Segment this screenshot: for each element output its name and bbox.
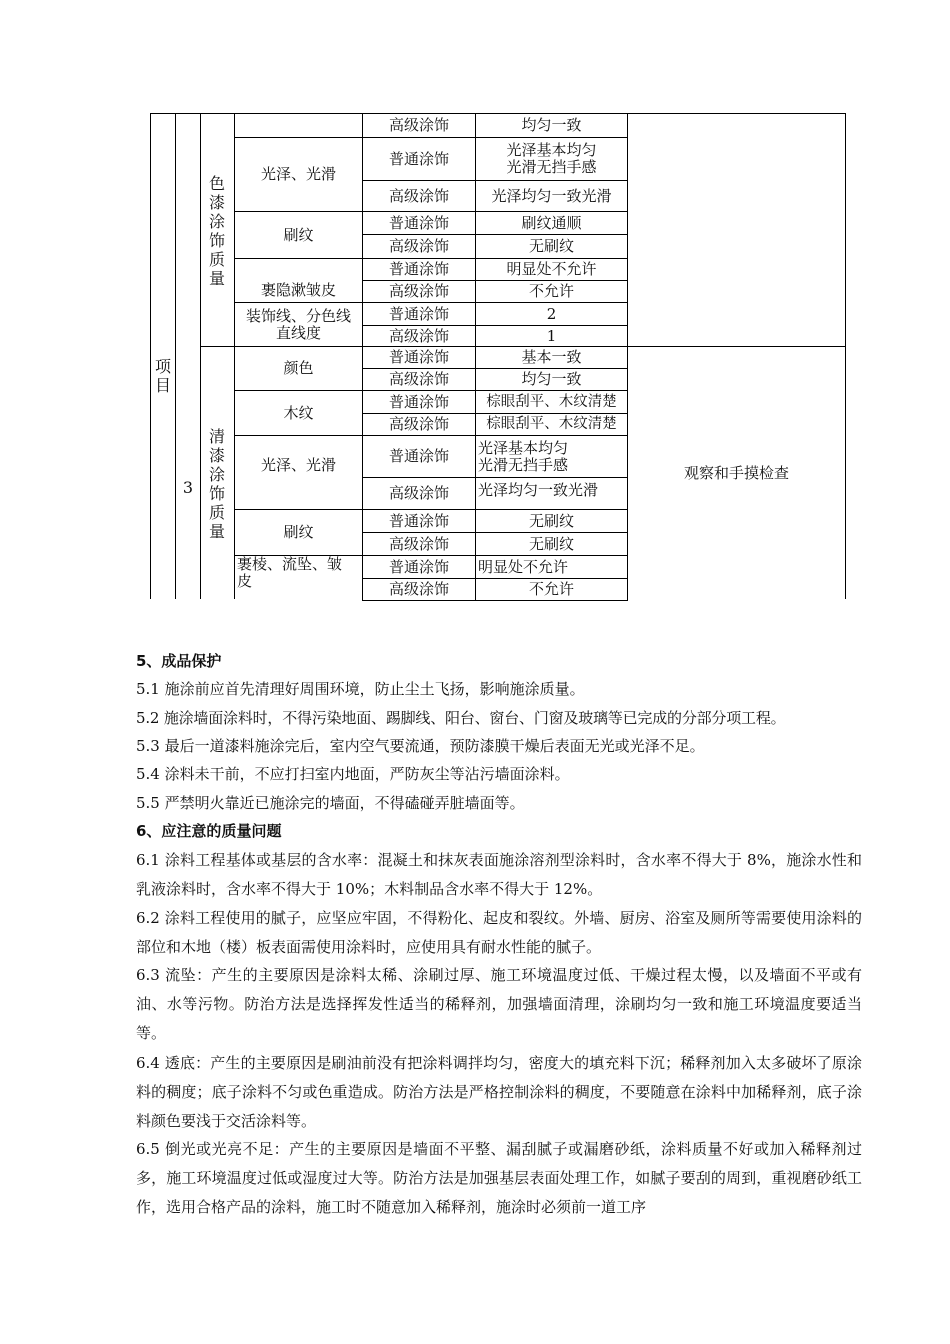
grade-cell: 高级涂饰 xyxy=(388,415,449,433)
section5-item: 5.1 施涂前应首先清理好周围环境，防止尘土飞扬，影响施涂质量。 xyxy=(136,680,585,698)
requirement-cell: 光泽均匀一致光滑 xyxy=(491,186,612,205)
item-wood-grain: 木纹 xyxy=(283,403,314,422)
grade-cell: 高级涂饰 xyxy=(388,534,449,553)
section5-item: 5.3 最后一道漆料施涂完后，室内空气要流通，预防漆膜干燥后表面无光或光泽不足。 xyxy=(136,737,705,755)
grade-cell: 普通涂饰 xyxy=(388,149,449,168)
grade-cell: 普通涂饰 xyxy=(388,392,449,411)
section5-item: 5.4 涂料未干前，不应打扫室内地面，严防灰尘等沾污墙面涂料。 xyxy=(136,765,570,783)
requirement-cell: 不允许 xyxy=(528,282,574,300)
section6-item: 6.4 透底：产生的主要原因是刷油前没有把涂料调拌均匀，密度大的填充料下沉；稀释剂加入太多破坏了原涂料的稠度；底子涂料不匀或色重造成。防治方法是严格控制涂料的稠度，不要随意在涂料中加稀释剂，底子涂料颜色要浅于交活涂料等。 xyxy=(136,1054,862,1130)
item-sagging: 裹棱、流坠、皱 皮 xyxy=(237,555,343,590)
requirement-cell: 1 xyxy=(546,326,557,345)
requirement-cell: 无刷纹 xyxy=(528,511,574,530)
grade-cell: 高级涂饰 xyxy=(388,186,449,205)
item-gloss: 光泽、光滑 xyxy=(260,455,336,474)
clear-paint-group-label: 清 漆 涂 饰 质 量 xyxy=(208,427,225,541)
section6-item: 6.3 流坠：产生的主要原因是涂料太稀、涂刷过厚、施工环境温度过低、干燥过程太慢，以及墙面不平或有油、水等污物。防治方法是选择挥发性适当的稀释剂，加强墙面清理，涂刷均匀一致和施工环境温度要适当等。 xyxy=(136,966,862,1042)
grade-cell: 普通涂饰 xyxy=(388,260,449,278)
requirement-cell: 棕眼刮平、木纹清楚 xyxy=(486,393,617,410)
color-paint-group-label: 色 漆 涂 饰 质 量 xyxy=(208,174,225,288)
grade-cell: 高级涂饰 xyxy=(388,116,449,134)
section5-item: 5.5 严禁明火靠近已施涂完的墙面，不得磕碰弄脏墙面等。 xyxy=(136,794,525,812)
grade-cell: 高级涂饰 xyxy=(388,484,449,502)
item-column-label: 项 目 xyxy=(154,357,171,395)
section6-item: 6.5 倒光或光亮不足：产生的主要原因是墙面不平整、漏刮腻子或漏磨砂纸，涂料质量不好或加入稀释剂过多，施工环境温度过低或湿度过大等。防治方法是加强基层表面处理工作，如腻子要刮的周到，重视磨砂纸工作，选用合格产品的涂料，施工时不随意加入稀释剂，施涂时必须前一道工序 xyxy=(136,1140,862,1216)
requirement-cell: 棕眼刮平、木纹清楚 xyxy=(486,416,617,432)
grade-cell: 普通涂饰 xyxy=(388,447,449,465)
requirement-cell: 均匀一致 xyxy=(521,116,582,134)
item-brush-marks: 刷纹 xyxy=(283,225,314,244)
grade-cell: 普通涂饰 xyxy=(388,304,449,323)
section6-item: 6.2 涂料工程使用的腻子，应坚应牢固，不得粉化、起皮和裂纹。外墙、厨房、浴室及厕所等需要使用涂料的部位和木地（楼）板表面需使用涂料时，应使用具有耐水性能的腻子。 xyxy=(136,909,862,956)
item-color: 颜色 xyxy=(283,359,314,377)
section5-item: 5.2 施涂墙面涂料时，不得污染地面、踢脚线、阳台、窗台、门窗及玻璃等已完成的分部分项工程。 xyxy=(136,709,786,727)
requirement-cell: 无刷纹 xyxy=(528,237,574,255)
item-gloss: 光泽、光滑 xyxy=(260,165,336,183)
inspection-method: 观察和手摸检查 xyxy=(683,463,789,482)
item-wrinkle: 裹隐漱皱皮 xyxy=(260,280,336,299)
requirement-cell: 不允许 xyxy=(528,580,574,598)
grade-cell: 普通涂饰 xyxy=(388,557,449,576)
item-line-straightness: 装饰线、分色线 直线度 xyxy=(245,306,351,342)
section5-heading: 5、成品保护 xyxy=(136,652,222,670)
requirement-cell: 均匀一致 xyxy=(521,370,582,388)
requirement-cell: 光泽均匀一致光滑 xyxy=(478,480,599,499)
item-number: 3 xyxy=(182,478,194,497)
requirement-cell: 光泽基本均匀 光滑无挡手感 xyxy=(478,438,569,474)
grade-cell: 高级涂饰 xyxy=(388,370,449,388)
requirement-cell: 明显处不允许 xyxy=(506,260,597,278)
grade-cell: 普通涂饰 xyxy=(388,511,449,530)
grade-cell: 普通涂饰 xyxy=(388,348,449,366)
requirement-cell: 2 xyxy=(546,304,557,323)
grade-cell: 高级涂饰 xyxy=(388,580,449,598)
requirement-cell: 明显处不允许 xyxy=(478,557,569,576)
grade-cell: 高级涂饰 xyxy=(388,326,449,345)
section6-item: 6.1 涂料工程基体或基层的含水率：混凝土和抹灰表面施涂溶剂型涂料时，含水率不得大于 8%，施涂水性和乳液涂料时，含水率不得大于 10%；木料制品含水率不得大于 12%。 xyxy=(136,851,862,898)
grade-cell: 普通涂饰 xyxy=(388,213,449,232)
requirement-cell: 光泽基本均匀 光滑无挡手感 xyxy=(506,141,597,176)
requirement-cell: 无刷纹 xyxy=(528,534,574,553)
requirement-cell: 刷纹通顺 xyxy=(521,213,582,232)
grade-cell: 高级涂饰 xyxy=(388,237,449,255)
requirement-cell: 基本一致 xyxy=(521,348,582,366)
grade-cell: 高级涂饰 xyxy=(388,282,449,300)
item-brush-marks: 刷纹 xyxy=(283,523,314,541)
section6-heading: 6、应注意的质量问题 xyxy=(136,822,282,840)
